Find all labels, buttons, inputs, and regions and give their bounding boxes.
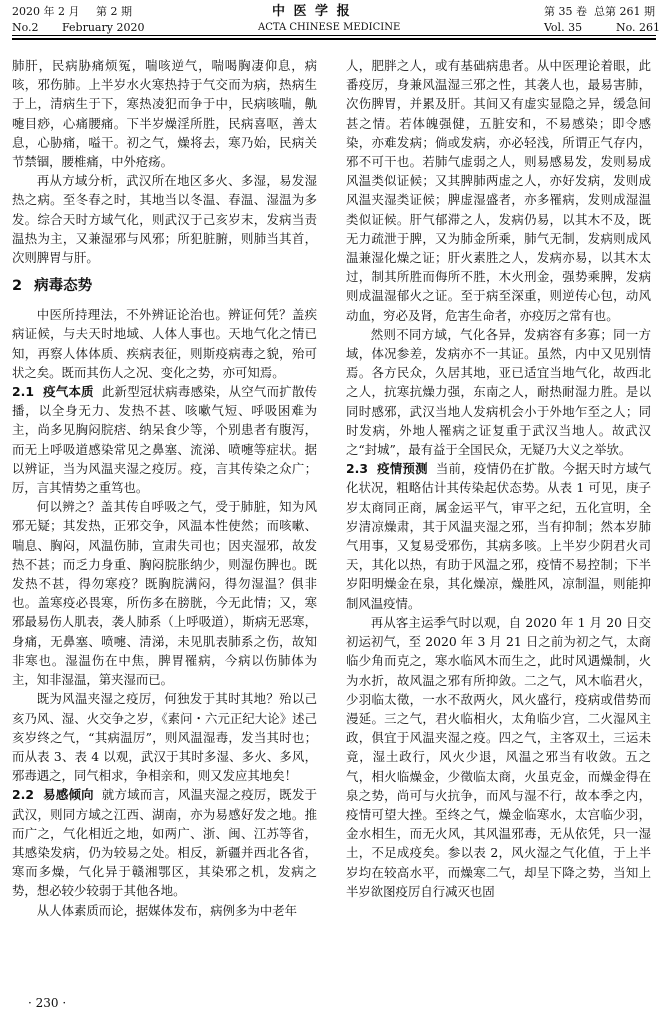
subsection-title: 疫气本质 [43,384,94,400]
subsection-heading [12,384,94,399]
subsection-paragraph [12,382,317,497]
left-column [12,56,317,920]
subsection-title: 易感倾向 [43,787,94,803]
header-rule-thin [12,35,656,36]
subsection-heading [346,461,428,476]
issue-number-en: No.2 [12,21,39,34]
total-issue-cn: 总第 261 期 [594,5,655,18]
paragraph: 既为风温夹湿之疫厉，何独发于其时其地？殆以己亥乃风、湿、火交争之岁，《素问・六元正纪大论》述己亥岁终之气，“其病温厉”，则风温湿毒，发当其时也；而从表 3、表 4 以观，武汉于其时多湿、多火、多风，邪毒遇之，同气相求，争相亲和，则又发应其地矣！ [12,691,317,784]
paragraph: 何以辨之？盖其传自呼吸之气，受于肺脏，知为风邪无疑；其发热，正邪交争，风温本性使然；而咳嗽、喘息、胸闷，风温伤肺，宣肃失司也；因夹湿邪，故发热不甚；而乏力身重、胸闷脘胀纳少，则湿伤脾也。既发热不甚，得勿寒疫？既胸脘满闷，得勿湿温？俱非也。盖寒疫必畏寒，所伤多在膀胱，今无此情；又，寒邪最易伤人肌表，袭人肺系（上呼吸道），斯病无恶寒，身痛，无鼻塞、喷嚏、清涕，未见肌表肺系之伤，故知非寒也。湿温伤在中焦，脾胃罹病，今病以伤肺体为主，知非湿温，第夹湿而已。 [12,499,317,688]
paragraph: 再从客主运季气时以观，自 2020 年 1 月 20 日交初运初气，至 2020 年 3 月 21 日之前为初之气，太商临少角而克之，寒水临风木而生之，此时风遇燥制，火为水折，故风温之邪有所抑敛。二之气，风木临君火，少羽临太徵，一水不敌两火，风火盛行，疫病或借势而漫延。三之气，君火临相火，太角临少宫，二火湿风主政，俱宜于风温夹湿之疫。四之气，主客双土，三运未竟，湿土政行，风火少退，风温之邪当有收敛。五之气，相火临燥金，少徵临太商，火虽克金，而燥金得在泉之势，尚可与火抗争，而风与湿不行，故本季之内，疫情可望大挫。至终之气，燥金临寒水，太宫临少羽，金水相生，而无火风，其风温邪毒，无从依凭，只一湿土，不足成疫矣。参以表 2，风火湿之气化值，于上半岁均在较高水平，而燥寒二气，却呈下降之势，当知上半岁欲图疫厉自行减灭也固 [346,614,651,899]
subsection-title: 疫情预测 [377,461,428,477]
subsection-number: 2.1 [12,384,34,400]
section-number: 2 [12,278,23,295]
right-column [346,56,651,901]
subsection-body: 就方域而言，风温夹湿之疫厉，既发于武汉，则同方域之江西、湖南，亦为易感好发之地。推而广之，气化相近之地，如两广、浙、闽、江苏等省，其感染发病，仍为较易之处。相反，新疆并西北各省，寒而多燥，气化异于赣湘鄂区，其染邪之机，发病之势，想必较少较弱于其他各地。 [12,787,318,899]
section-title: 病毒态势 [34,278,93,295]
journal-title-en: ACTA CHINESE MEDICINE [258,22,401,33]
paragraph: 再从方域分析，武汉所在地区多火、多湿，易发湿热之病。至冬春之时，其地当以冬温、春温、湿温为多发。综合天时方域气化，则武汉于己亥岁末，发病当责温热为主，又兼湿邪与风邪；所犯脏腑，则肺当其首，次则脾胃与肝。 [12,173,317,266]
total-issue-en: No. 261 [616,21,661,34]
subsection-body: 此新型冠状病毒感染，从空气而扩散传播，以全身无力、发热不甚、咳嗽气短、呼吸困难为主，尚多见胸闷脘痞、纳呆食少等，个别患者有腹泻，而无上呼吸道感染常见之鼻塞、流涕、喷嚏等症状。据以辨证，当为风温夹湿之疫厉。疫，言其传染之众广；厉，言其情势之重笃也。 [12,384,318,496]
header-rule-thick [12,38,656,40]
paragraph: 然则不同方域，气化各异，发病容有多寡；同一方域，体况参差，发病亦不一其证。虽然，内中又见别情焉。各方民众，久居其地，亚已适宜当地气化，故西北之人，抗寒抗燥力强，东南之人，耐热耐湿力胜。是以同时感邪，武汉当地人发病机会小于外地乍至之人；同时发病，外地人罹病之证复重于武汉当地人。故武汉之“封城”，最有益于全国民众，无疑乃大义之举欤。 [346,326,651,458]
paragraph: 中医所持理法，不外辨证论治也。辨证何凭？盖疾病证候，与夫天时地域、人体人事也。天地气化之情已知，再察人体体质、疾病表征，则斯疫病毒之貌，殆可状之矣。既而其伤人之况、变化之势，亦可知焉。 [12,307,317,380]
paragraph: 从人体素质而论，据媒体发布，病例多为中老年 [36,902,297,918]
section-heading [12,271,317,301]
date-en: February 2020 [62,21,145,34]
subsection-body: 当前，疫情仍在扩散。今据天时方域气化状况，粗略估计其传染起伏态势。从表 1 可见，庚子岁太商同正商，属金运平气，审平之纪，五化宣明，全岁清凉燥肃，其于风温夹湿之邪，当有抑制；然本岁肺气用事，又复易受邪伤，其病多咳。上半岁少阴君火司天，其化以热，有助于风温之邪，疫情不易控制；下半岁阳明燥金在泉，其化燥凉，燥胜风，凉制温，则能抑制风温疫情。 [346,461,652,611]
paragraph: 人，肥胖之人，或有基础病患者。从中医理论着眼，此番疫厉，身兼风温湿三邪之性，其袭人也，最易害肺，次伤脾胃，并累及肝。其间又有虚实显隐之异，缓急间甚之情。若体魄强健，五脏安和，不易感染；即令感染，亦难发病；倘或发病，亦必轻浅，所谓正气存内，邪不可干也。若肺气虚弱之人，则易感易发，发则易成风温类似证候；又其脾肺两虚之人，亦好发病，发则成风温夹湿类证候；脾虚湿盛者，亦多罹病，发则成湿温类似证候。肝气郁滞之人，发病仍易，以其木不及，既无力疏泄于脾，又为肺金所乘，肺气无制，发病则成风温兼湿化燥之证；肝火素胜之人，发病亦易，以其木太过，制其所胜而侮所不胜，木火刑金，强势乘脾，发病则成温湿郁火之证。至于病至深重，则逆传心包，动风动血，穷必及肾，危害生命者，亦疫厉之常有也。 [346,58,651,323]
volume-en: Vol. 35 [544,21,583,34]
journal-title-cn: 中 医 学 报 [272,4,352,19]
issue-date: 2020 年 2 月 [12,5,80,18]
paragraph: 肺肝，民病胁痛烦冤，喘咳逆气，喘喝胸凄仰息，病咳，邪伤肺。上半岁水火寒热持于气交而为病，热病生于上，清病生于下，寒热凌犯而争于中，民病咳喘，鼽嚏目痧，心痛腰痛。下半岁燥淫所胜，民病喜呕，善太息，心胁痛，嗌干。初之气，燥将去，寒乃始，民病关节禁锢，腰椎痛，中外疮疡。 [12,58,317,170]
subsection-number: 2.3 [346,461,368,477]
subsection-paragraph [12,785,317,900]
subsection-paragraph [346,459,651,613]
page-number: · 230 · [28,996,67,1010]
issue-number: 第 2 期 [96,5,132,18]
volume-cn: 第 35 卷 [544,5,587,18]
subsection-heading [12,787,94,802]
subsection-number: 2.2 [12,787,34,803]
